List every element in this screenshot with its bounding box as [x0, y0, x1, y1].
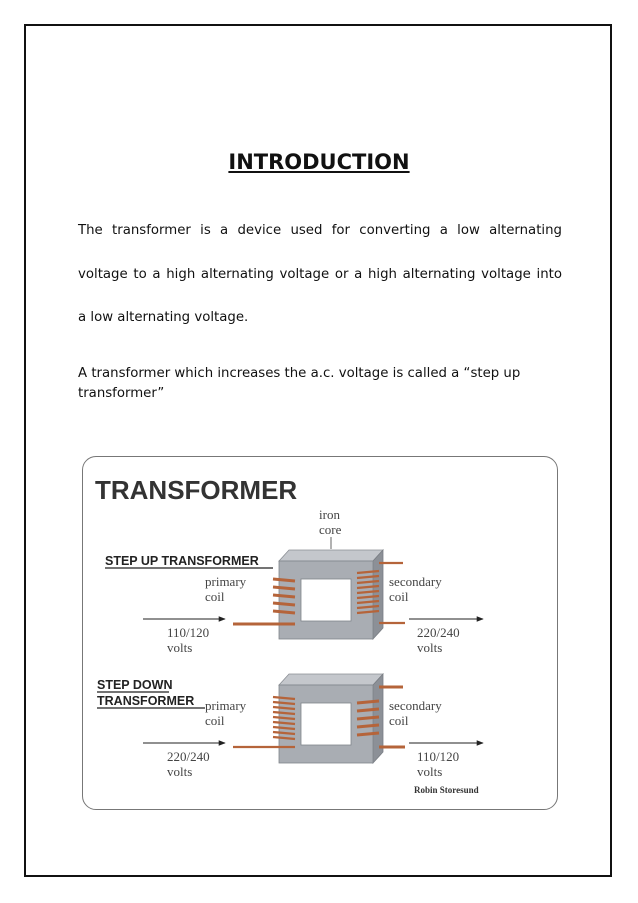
- step-down-input-unit: volts: [167, 764, 193, 779]
- image-credit: Robin Storesund: [414, 785, 479, 795]
- intro-line-2: voltage to a high alternating voltage or a high alternating voltage into: [78, 267, 562, 282]
- step-up-secondary-label-2: coil: [389, 589, 409, 604]
- iron-core-label-2: core: [319, 522, 342, 537]
- step-down-primary-label-2: coil: [205, 713, 225, 728]
- transformer-diagram: [82, 456, 558, 810]
- step-up-secondary-label-1: secondary: [389, 574, 442, 589]
- intro-line-3: a low alternating voltage.: [78, 310, 249, 325]
- step-down-label-1: STEP DOWN: [97, 678, 173, 692]
- step-down-output-voltage: 110/120: [417, 749, 460, 764]
- step-up-output-unit: volts: [417, 640, 443, 655]
- step-up-definition: A transformer which increases the a.c. voltage is called a “step up transformer”: [78, 366, 521, 401]
- step-down-secondary-label-2: coil: [389, 713, 409, 728]
- step-up-primary-label-2: coil: [205, 589, 225, 604]
- step-down-input-voltage: 220/240: [167, 749, 210, 764]
- page-title: INTRODUCTION: [228, 150, 410, 174]
- iron-core-label-1: iron: [319, 507, 340, 522]
- step-up-input-voltage: 110/120: [167, 625, 210, 640]
- step-up-input-unit: volts: [167, 640, 193, 655]
- step-up-core: [279, 550, 383, 639]
- transformer-diagram-svg: [83, 457, 558, 810]
- intro-line-1: The transformer is a device used for converting a low alternating: [78, 223, 562, 238]
- step-down-label-2: TRANSFORMER: [97, 694, 195, 708]
- step-up-label: STEP UP TRANSFORMER: [105, 554, 259, 568]
- step-down-output-unit: volts: [417, 764, 443, 779]
- figure-title: TRANSFORMER: [95, 475, 298, 505]
- step-up-primary-label-1: primary: [205, 574, 247, 589]
- step-down-primary-label-1: primary: [205, 698, 247, 713]
- step-up-output-voltage: 220/240: [417, 625, 460, 640]
- step-down-secondary-label-1: secondary: [389, 698, 442, 713]
